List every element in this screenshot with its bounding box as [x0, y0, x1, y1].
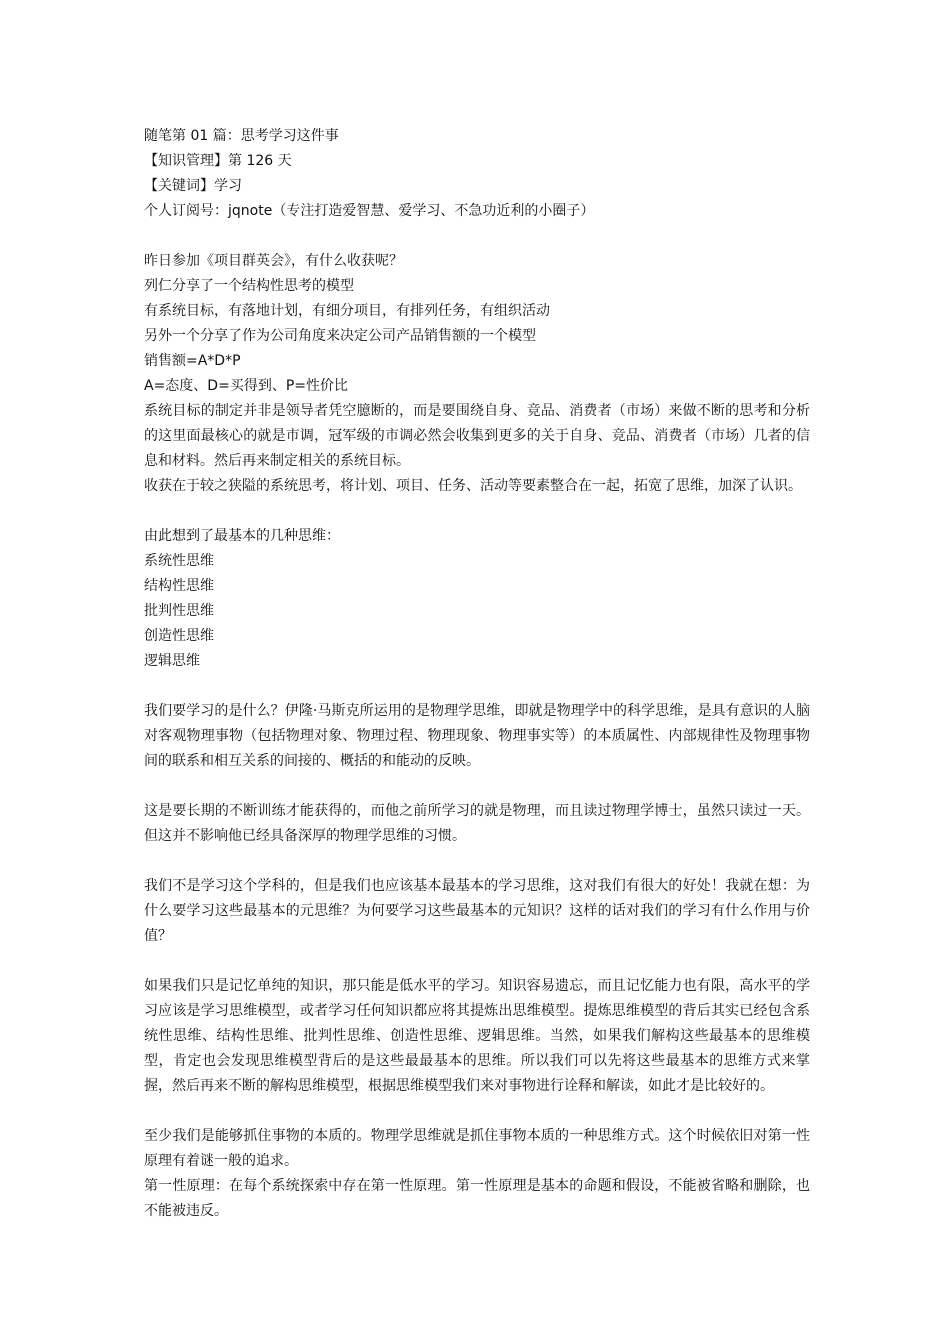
paragraph: 如果我们只是记忆单纯的知识，那只能是低水平的学习。知识容易遗忘，而且记忆能力也有限，高水平的学习应该是学习思维模型，或者学习任何知识都应将其提炼出思维模型。提炼思维模型的背后其实已经包含系统性思维、结构性思维、批判性思维、创造性思维、逻辑思维。当然，如果我们解构这些最基本的思维模型，肯定也会发现思维模型背后的是这些最最基本的思维。所以我们可以先将这些最基本的思维方式来掌握，然后再来不断的解构思维模型，根据思维模型我们来对事物进行诠释和解读，如此才是比较好的。 [144, 978, 810, 1094]
text-line: 另外一个分享了作为公司角度来决定公司产品销售额的一个模型 [144, 328, 536, 344]
paragraph: 我们不是学习这个学科的，但是我们也应该基本最基本的学习思维，这对我们有很大的好处！我就在想：为什么要学习这些最基本的元思维？为何要学习这些最基本的元知识？这样的话对我们的学习有什么作用与价值？ [144, 878, 810, 944]
text-line-harvest: 收获在于较之狭隘的系统思考，将计划、项目、任务、活动等要素整合在一起，拓宽了思维，加深了认识。 [144, 478, 802, 494]
paragraph-system-goal: 系统目标的制定并非是领导者凭空臆断的，而是要围绕自身、竞品、消费者（市场）来做不断的思考和分析的这里面最核心的就是市调，冠军级的市调必然会收集到更多的关于自身、竞品、消费者（市场）几者的信息和材料。然后再来制定相关的系统目标。 [144, 403, 810, 469]
text-line: 列仁分享了一个结构性思考的模型 [144, 278, 354, 294]
blank-line [144, 674, 810, 699]
list-item: 系统性思维 [144, 553, 214, 569]
list-item: 结构性思维 [144, 578, 214, 594]
text-line: 昨日参加《项目群英会》，有什么收获呢？ [144, 253, 403, 269]
paragraph: 我们要学习的是什么？伊隆·马斯克所运用的是物理学思维，即就是物理学中的科学思维，是具有意识的人脑对客观物理事物（包括物理对象、物理过程、物理现象、物理事实等）的本质属性、内部规律性及物理事物间的联系和相互关系的间接的、概括的和能动的反映。 [144, 703, 810, 769]
paragraph: 这是要长期的不断训练才能获得的，而他之前所学习的就是物理，而且读过物理学博士，虽然只读过一天。但这并不影响他已经具备深厚的物理学思维的习惯。 [144, 803, 810, 844]
list-item: 逻辑思维 [144, 653, 200, 669]
paragraph-first-principle: 第一性原理：在每个系统探索中存在第一性原理。第一性原理是基本的命题和假设，不能被省略和删除，也不能被违反。 [144, 1178, 810, 1219]
blank-line [144, 849, 810, 874]
text-line: 销售额=A*D*P [144, 353, 241, 369]
blank-line [144, 949, 810, 974]
blank-line [144, 224, 810, 249]
thinking-list-intro: 由此想到了最基本的几种思维： [144, 528, 340, 544]
keywords-line: 【关键词】学习 [144, 178, 242, 194]
article-body [144, 124, 810, 1224]
blank-line [144, 499, 810, 524]
category-line: 【知识管理】第 126 天 [144, 153, 292, 169]
blank-line [144, 1099, 810, 1124]
blank-line [144, 774, 810, 799]
paragraph: 至少我们是能够抓住事物的本质的。物理学思维就是抓住事物本质的一种思维方式。这个时候依旧对第一性原理有着谜一般的追求。 [144, 1128, 810, 1169]
list-item: 批判性思维 [144, 603, 214, 619]
list-item: 创造性思维 [144, 628, 214, 644]
text-line: A=态度、D=买得到、P=性价比 [144, 378, 348, 394]
subscription-line: 个人订阅号：jqnote（专注打造爱智慧、爱学习、不急功近利的小圈子） [144, 203, 595, 219]
article-title: 随笔第 01 篇：思考学习这件事 [144, 128, 339, 144]
text-line: 有系统目标，有落地计划，有细分项目，有排列任务，有组织活动 [144, 303, 550, 319]
